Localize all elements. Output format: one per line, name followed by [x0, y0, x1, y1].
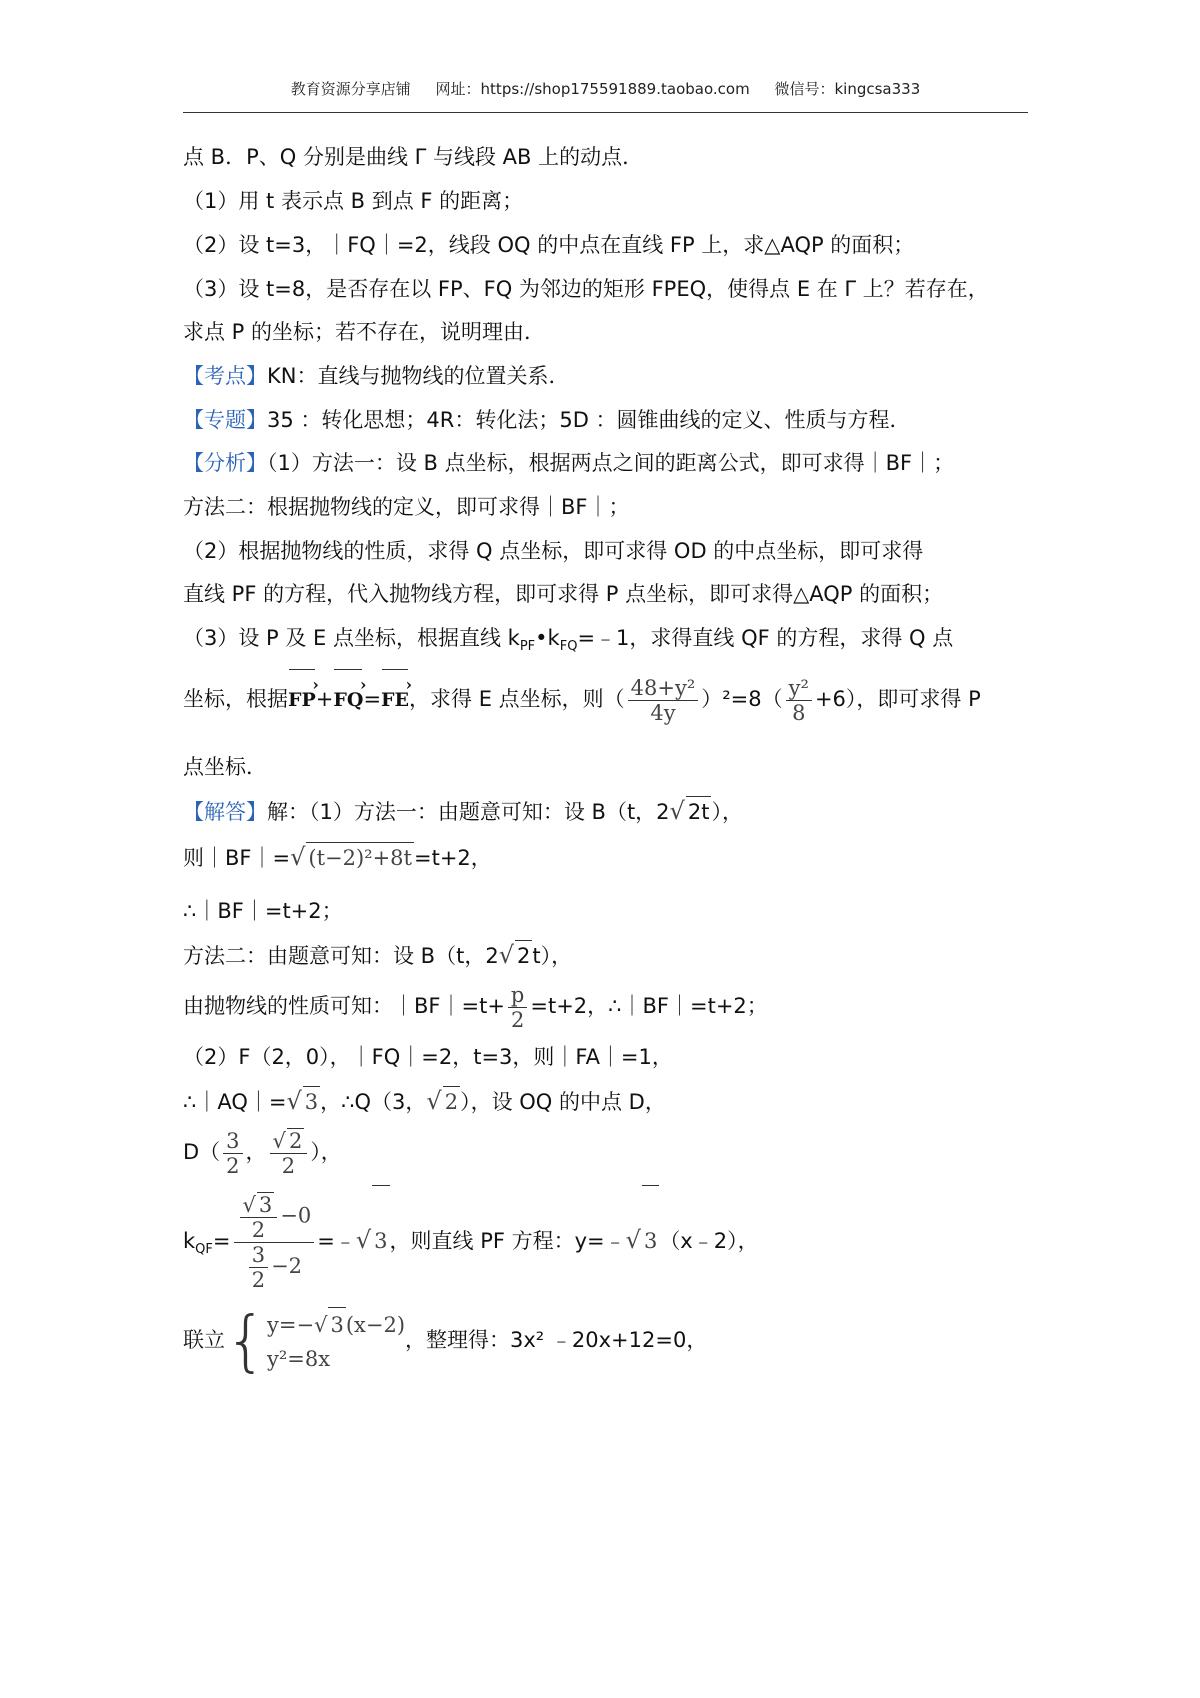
jieda-line-10	[183, 1300, 707, 1380]
jieda-2a: 则｜BF｜=	[183, 846, 291, 870]
fraction-y2-8: $\frac{\text{y²}}{8}$	[786, 676, 812, 725]
problem-part-3-cont: 求点 P 的坐标；若不存在，说明理由．	[183, 320, 546, 344]
fenxi-tag: 【分析】	[183, 451, 267, 475]
sqrt-3-a: 3	[303, 1086, 320, 1117]
zhuanti-line	[183, 405, 911, 435]
problem-line-1: 点 B．P、Q 分别是曲线 Γ 与线段 AB 上的动点．	[183, 145, 644, 169]
vector-fe: FE ›	[381, 671, 409, 729]
fenxi-text-1: （1）方法一：设 B 点坐标，根据两点之间的距离公式，即可求得｜BF｜；	[267, 451, 955, 475]
fenxi-5b: •k	[535, 626, 560, 650]
fraction-3-2: $\frac{3}{2}$	[223, 1129, 242, 1178]
fenxi-6d: +6），即可求得 P	[814, 687, 981, 711]
fraction-p-2: $\frac{p}{2}$	[508, 983, 527, 1032]
zhuanti-text: 35 ：转化思想；4R：转化法；5D ：圆锥曲线的定义、性质与方程．	[267, 408, 911, 432]
fenxi-line-5	[183, 623, 953, 662]
jieda-10a: 联立	[183, 1328, 225, 1352]
problem-part-2: （2）设 t=3，｜FQ｜=2，线段 OQ 的中点在直线 FP 上，求△AQP 的面积；	[183, 233, 915, 257]
fraction-kqf: $\frac{√ 3}{2}$ −0 $\frac{3}{2}$ −2	[234, 1192, 315, 1292]
jieda-5b: =t+2，∴｜BF｜=t+2；	[530, 994, 768, 1018]
sub-pf: PF	[519, 639, 536, 655]
wechat-id: 微信号：kingcsa333	[774, 80, 921, 98]
problem-part-3: （3）设 t=8，是否存在以 FP、FQ 为邻边的矩形 FPEQ，使得点 E 在 Γ 上？若存在，	[183, 277, 989, 301]
fenxi-line-2: 方法二：根据抛物线的定义，即可求得｜BF｜；	[183, 495, 630, 519]
jieda-line-2: 则｜BF｜=√ (t−2)²+8t=t+2，	[183, 843, 492, 871]
jieda-line-7: ∴｜AQ｜=√ 3，∴Q（3，√ 2），设 OQ 的中点 D，	[183, 1087, 666, 1115]
jieda-1b: ），	[711, 800, 743, 824]
system-brace: {	[225, 1302, 267, 1379]
jieda-8a: D（	[183, 1140, 221, 1164]
jieda-9a: =﹣	[317, 1229, 356, 1253]
fenxi-line-3: （2）根据抛物线的性质，求得 Q 点坐标，即可求得 OD 的中点坐标，即可求得	[183, 539, 924, 563]
jieda-10b: ，整理得：3x² ﹣20x+12=0，	[405, 1328, 708, 1352]
sqrt-3-b: 3	[372, 1185, 389, 1296]
sqrt-2-b: 2	[443, 1086, 460, 1117]
jieda-tag: 【解答】	[183, 800, 267, 824]
fenxi-5c: =﹣1，求得直线 QF 的方程，求得 Q 点	[577, 626, 954, 650]
jieda-2b: =t+2，	[414, 846, 492, 870]
zhuanti-tag: 【专题】	[183, 408, 267, 432]
vector-fp: FP ›	[288, 671, 316, 729]
jieda-line-5	[183, 980, 768, 1032]
jieda-7c: ），设 OQ 的中点 D，	[460, 1090, 666, 1114]
jieda-7a: ∴｜AQ｜=	[183, 1090, 287, 1114]
jieda-line-1: 【解答】解：（1）方法一：由题意可知：设 B（t，2√ 2t），	[183, 797, 743, 825]
fenxi-line-7: 点坐标．	[183, 755, 267, 779]
fenxi-6a: 坐标，根据	[183, 687, 288, 711]
sub-fq: FQ	[559, 639, 578, 655]
fenxi-6c: ）²=8（	[701, 687, 783, 711]
jieda-8c: ），	[310, 1140, 342, 1164]
jieda-7b: ，∴Q（3，	[320, 1090, 427, 1114]
fenxi-line-1	[183, 448, 954, 478]
jieda-9b: ，则直线 PF 方程：y=﹣	[389, 1229, 626, 1253]
jieda-line-8	[183, 1125, 342, 1179]
jieda-line-6: （2）F（2，0），｜FQ｜=2，t=3，则｜FA｜=1，	[183, 1045, 673, 1069]
jieda-line-9: $k_{QF}=$ $\frac{√ 3}{2}$ −0 $\frac{3}{2}$ −2 =﹣√ 3，则直线 PF 方程：y=﹣√ 3（x﹣2），	[183, 1185, 759, 1305]
jieda-4a: 方法二：由题意可知：设 B（t，2	[183, 944, 499, 968]
page-header	[183, 78, 1028, 113]
shop-url: 网址：https://shop175591889.taobao.com	[435, 80, 750, 98]
jieda-8b: ，	[245, 1140, 267, 1164]
jieda-5a: 由抛物线的性质可知：｜BF｜=t+	[183, 994, 505, 1018]
shop-name: 教育资源分享店铺	[290, 80, 411, 98]
fenxi-6b: ，求得 E 点坐标，则（	[409, 687, 625, 711]
sqrt-2t: 2t	[686, 796, 712, 827]
equation-system: y=−√ 3(x−2) y²=8x	[267, 1307, 405, 1376]
fenxi-line-6: 坐标，根据FP ›+FQ ›=FE ›，求得 E 点坐标，则（ $\frac{\text{48+y²}}{4y}$ ）²=8（ $\frac{\text{y²}}{8}$ +6），即可求得 P	[183, 670, 981, 729]
k-letter: k	[183, 1229, 196, 1253]
fraction-sqrt2-2: $\frac{√ 2}{2}$	[270, 1128, 308, 1178]
problem-part-1: （1）用 t 表示点 B 到点 F 的距离；	[183, 189, 524, 213]
jieda-line-3: ∴｜BF｜=t+2；	[183, 899, 343, 923]
sqrt-bf: (t−2)²+8t	[306, 842, 414, 873]
kaodian-text: KN：直线与抛物线的位置关系．	[267, 364, 570, 388]
sqrt-3-c: 3	[642, 1185, 659, 1296]
fenxi-5a: （3）设 P 及 E 点坐标，根据直线 k	[183, 626, 520, 650]
fenxi-line-4: 直线 PF 的方程，代入抛物线方程，即可求得 P 点坐标，即可求得△AQP 的面积；	[183, 582, 944, 606]
vector-fq: FQ ›	[333, 671, 363, 729]
sqrt-2-a: 2	[515, 940, 532, 971]
fraction-48y2-4y: $\frac{\text{48+y²}}{4y}$	[628, 676, 699, 725]
kaodian-line	[183, 361, 569, 391]
jieda-line-4: 方法二：由题意可知：设 B（t，2√ 2t），	[183, 941, 573, 969]
jieda-4b: t），	[532, 944, 573, 968]
kaodian-tag: 【考点】	[183, 364, 267, 388]
jieda-9c: （x﹣2），	[659, 1229, 759, 1253]
jieda-1a: 解：（1）方法一：由题意可知：设 B（t，2	[267, 800, 670, 824]
sub-qf: QF	[195, 1242, 213, 1258]
